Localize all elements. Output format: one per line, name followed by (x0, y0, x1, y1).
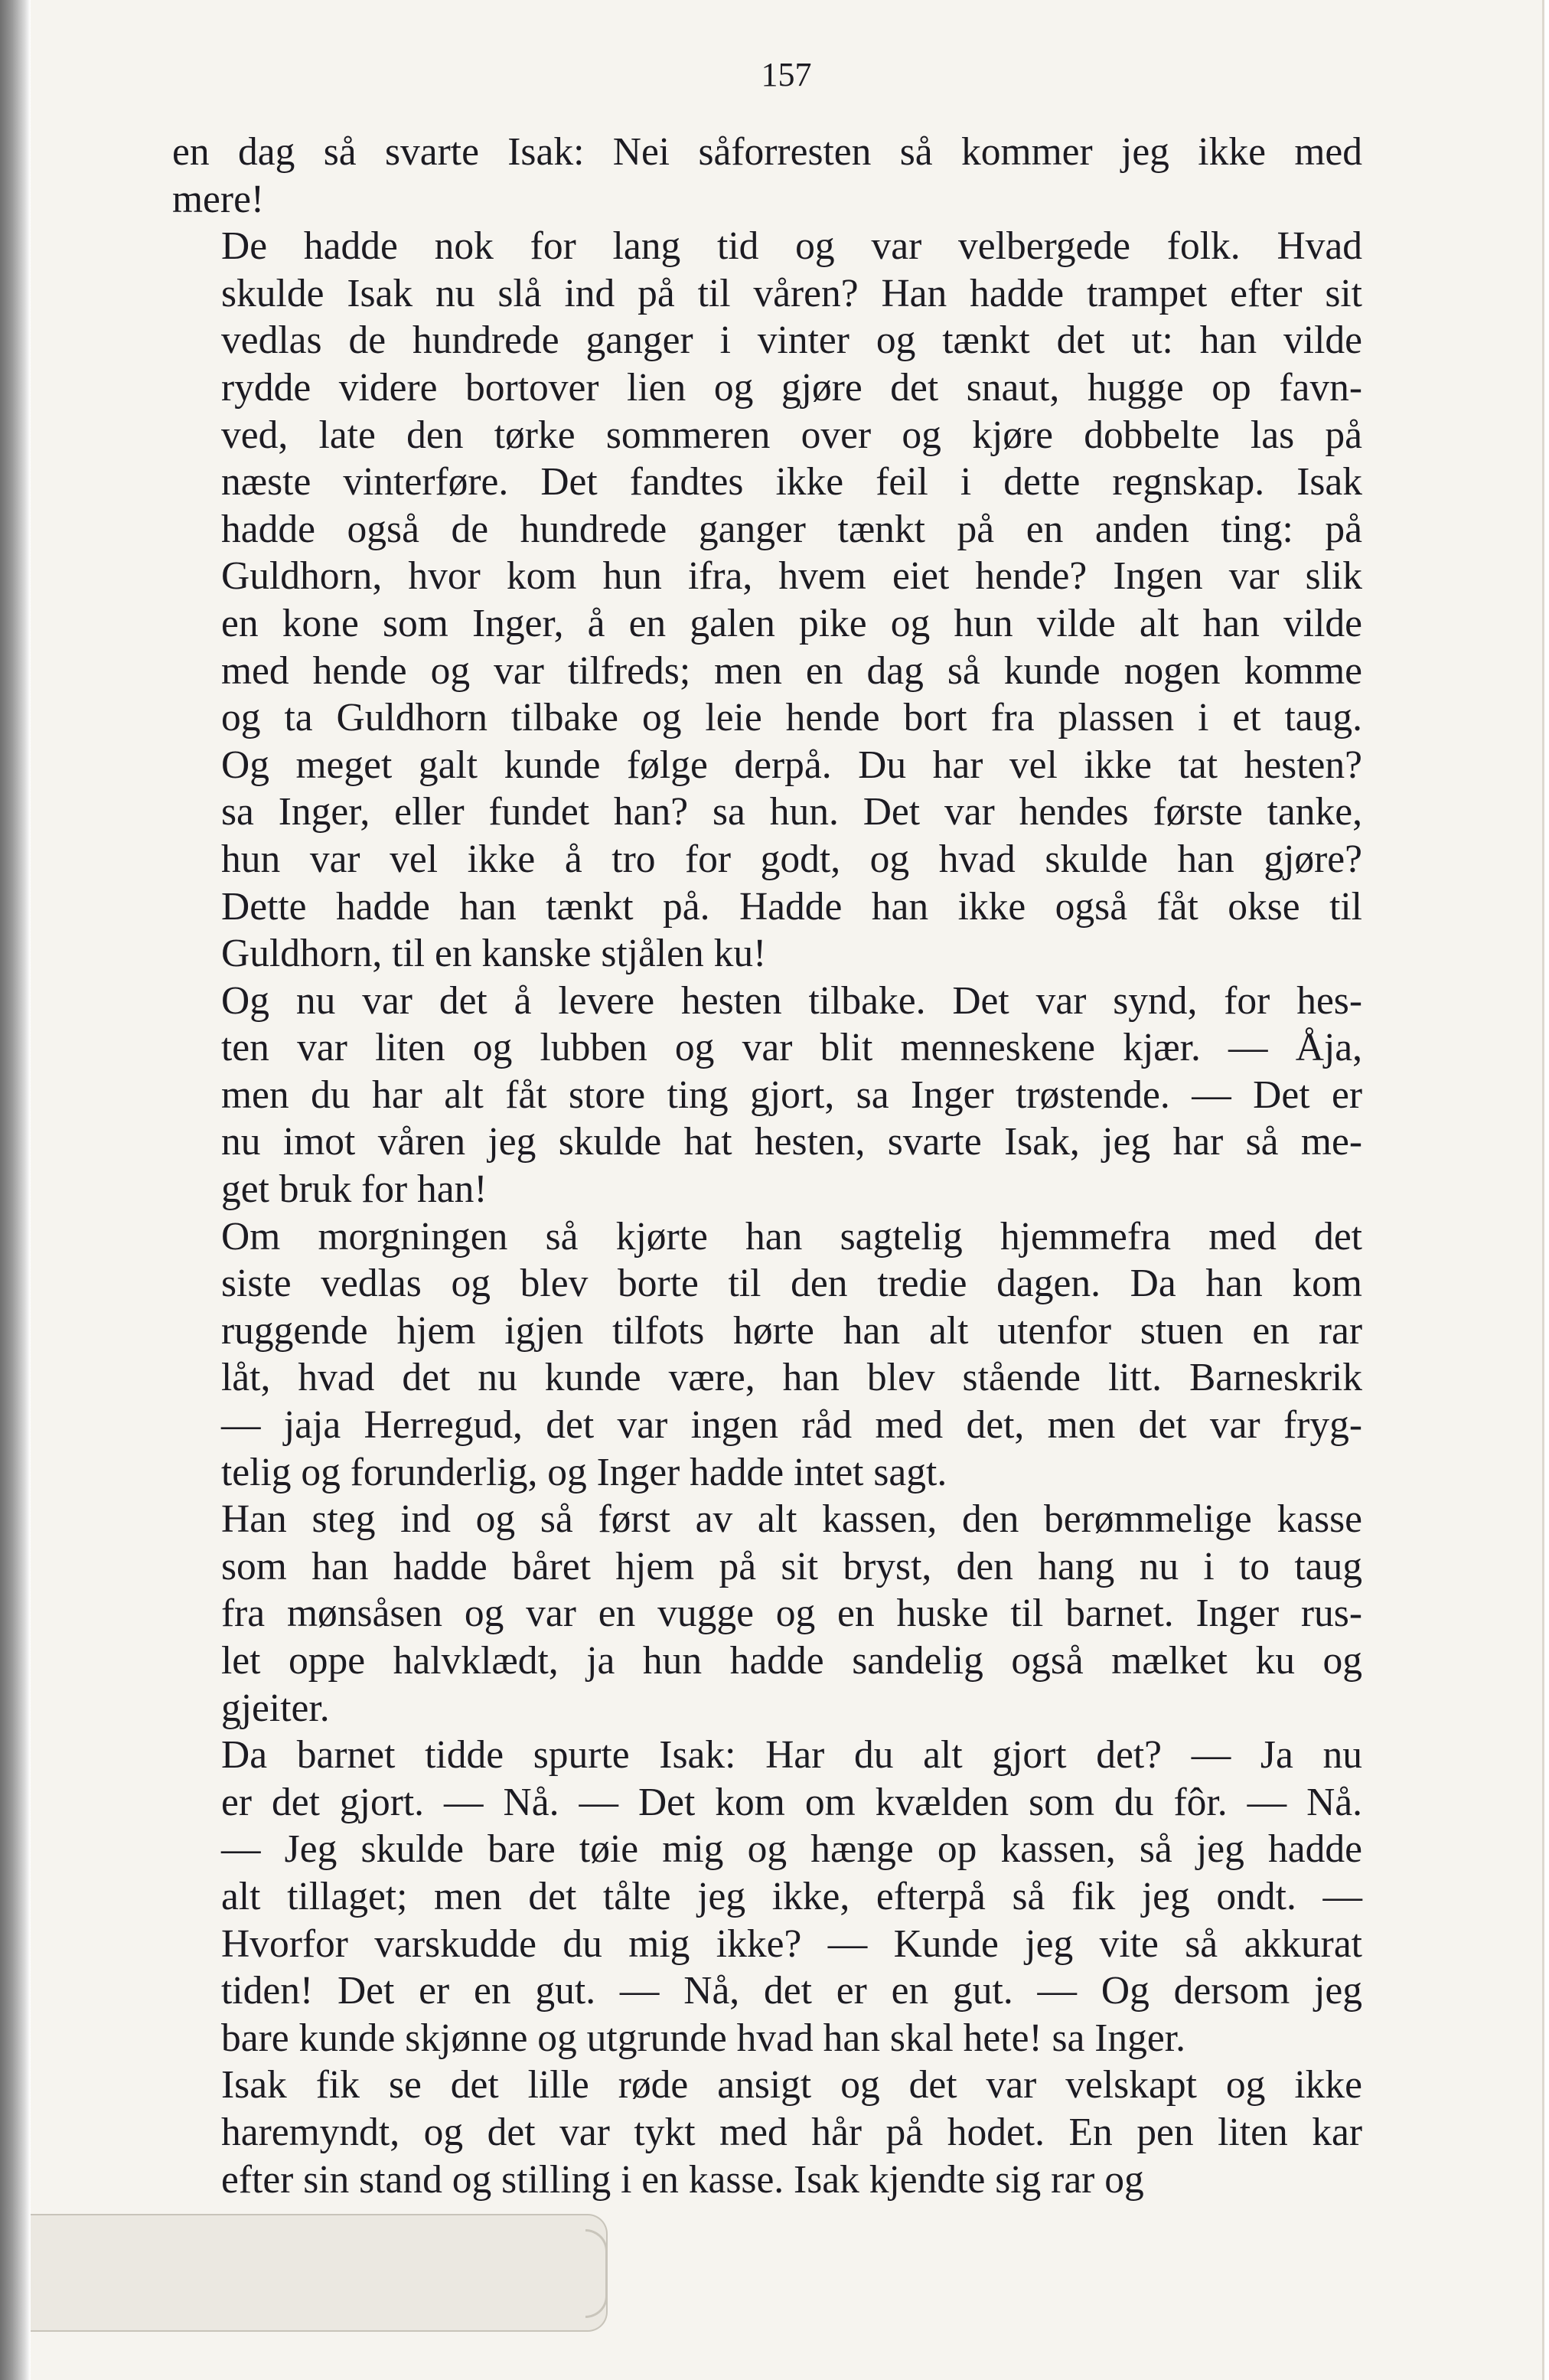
text-line: let oppe halvklædt, ja hun hadde sandelig også mælket ku og (221, 1639, 1362, 1683)
text-line: en dag så svarte Isak: Nei såforresten så kommer jeg ikke med (172, 130, 1362, 174)
text-line: som han hadde båret hjem på sit bryst, den hang nu i to taug (221, 1544, 1362, 1588)
paragraph (172, 2062, 1362, 2203)
text-line: næste vinterføre. Det fandtes ikke feil i dette regnskap. Isak (221, 460, 1362, 504)
text-line: alt tillaget; men det tålte jeg ikke, efterpå så fik jeg ondt. — (221, 1874, 1362, 1918)
text-line: — Jeg skulde bare tøie mig og hænge op kassen, så jeg hadde (221, 1827, 1362, 1872)
text-line: ruggende hjem igjen tilfots hørte han alt utenfor stuen en rar (221, 1308, 1362, 1353)
text-line: efter sin stand og stilling i en kasse. Isak kjendte sig rar og (221, 2157, 1144, 2202)
text-line: vedlas de hundrede ganger i vinter og tænkt det ut: han vilde (221, 318, 1362, 363)
text-line: Og nu var det å levere hesten tilbake. Det var synd, for hes- (221, 978, 1362, 1023)
text-line: gjeiter. (221, 1686, 330, 1730)
paragraph (172, 1732, 1362, 2062)
paragraph (172, 1496, 1362, 1732)
text-line: telig og forunderlig, og Inger hadde intet sagt. (221, 1450, 947, 1494)
text-line: men du har alt fåt store ting gjort, sa Inger trøstende. — Det er (221, 1072, 1362, 1117)
text-line: Isak fik se det lille røde ansigt og det var velskapt og ikke (221, 2063, 1362, 2107)
text-line: Da barnet tidde spurte Isak: Har du alt gjort det? — Ja nu (221, 1733, 1362, 1778)
library-label-stamp (31, 2214, 608, 2332)
paragraph (172, 1213, 1362, 1497)
book-spine-shadow (0, 0, 31, 2380)
text-line: siste vedlas og blev borte til den tredie dagen. Da han kom (221, 1262, 1362, 1306)
paragraph (172, 129, 1362, 223)
text-line: hun var vel ikke å tro for godt, og hvad skulde han gjøre? (221, 837, 1362, 881)
paragraph (172, 978, 1362, 1213)
text-line: er det gjort. — Nå. — Det kom om kvælden som du fôr. — Nå. (221, 1780, 1362, 1824)
text-line: mere! (172, 177, 265, 221)
text-line: nu imot våren jeg skulde hat hesten, svarte Isak, jeg har så me- (221, 1120, 1362, 1164)
book-page (31, 0, 1544, 2380)
text-line: tiden! Det er en gut. — Nå, det er en gut. — Og dersom jeg (221, 1969, 1362, 2013)
text-line: Guldhorn, til en kanske stjålen ku! (221, 932, 767, 976)
text-line: Han steg ind og så først av alt kassen, den berømmelige kasse (221, 1497, 1362, 1542)
page-number: 157 (761, 56, 812, 93)
body-text (172, 129, 1362, 2203)
text-line: sa Inger, eller fundet han? sa hun. Det var hendes første tanke, (221, 790, 1362, 834)
text-line: med hende og var tilfreds; men en dag så kunde nogen komme (221, 648, 1362, 693)
text-line: rydde videre bortover lien og gjøre det snaut, hugge op favn- (221, 365, 1362, 410)
text-line: og ta Guldhorn tilbake og leie hende bort fra plassen i et taug. (221, 696, 1362, 740)
text-line: bare kunde skjønne og utgrunde hvad han skal hete! sa Inger. (221, 2016, 1185, 2060)
text-line: skulde Isak nu slå ind på til våren? Han hadde trampet efter sit (221, 271, 1362, 315)
text-line: Dette hadde han tænkt på. Hadde han ikke også fåt okse til (221, 884, 1362, 929)
text-line: fra mønsåsen og var en vugge og en huske til barnet. Inger rus- (221, 1592, 1362, 1636)
text-line: låt, hvad det nu kunde være, han blev stående litt. Barneskrik (221, 1356, 1362, 1400)
text-line: ten var liten og lubben og var blit menneskene kjær. — Åja, (221, 1026, 1362, 1070)
text-line: get bruk for han! (221, 1167, 488, 1212)
text-line: Og meget galt kunde følge derpå. Du har vel ikke tat hesten? (221, 743, 1362, 787)
text-line: haremyndt, og det var tykt med hår på hodet. En pen liten kar (221, 2110, 1362, 2154)
text-line: Hvorfor varskudde du mig ikke? — Kunde jeg vite så akkurat (221, 1921, 1362, 1966)
text-line: Guldhorn, hvor kom hun ifra, hvem eiet hende? Ingen var slik (221, 554, 1362, 599)
text-line: en kone som Inger, å en galen pike og hun vilde alt han vilde (221, 601, 1362, 645)
text-line: hadde også de hundrede ganger tænkt på en anden ting: på (221, 507, 1362, 551)
text-line: ved, late den tørke sommeren over og kjøre dobbelte las på (221, 413, 1362, 457)
paragraph (172, 223, 1362, 978)
text-line: Om morgningen så kjørte han sagtelig hjemmefra med det (221, 1214, 1362, 1259)
text-line: — jaja Herregud, det var ingen råd med det, men det var fryg- (221, 1403, 1362, 1448)
text-line: De hadde nok for lang tid og var velbergede folk. Hvad (221, 224, 1362, 269)
